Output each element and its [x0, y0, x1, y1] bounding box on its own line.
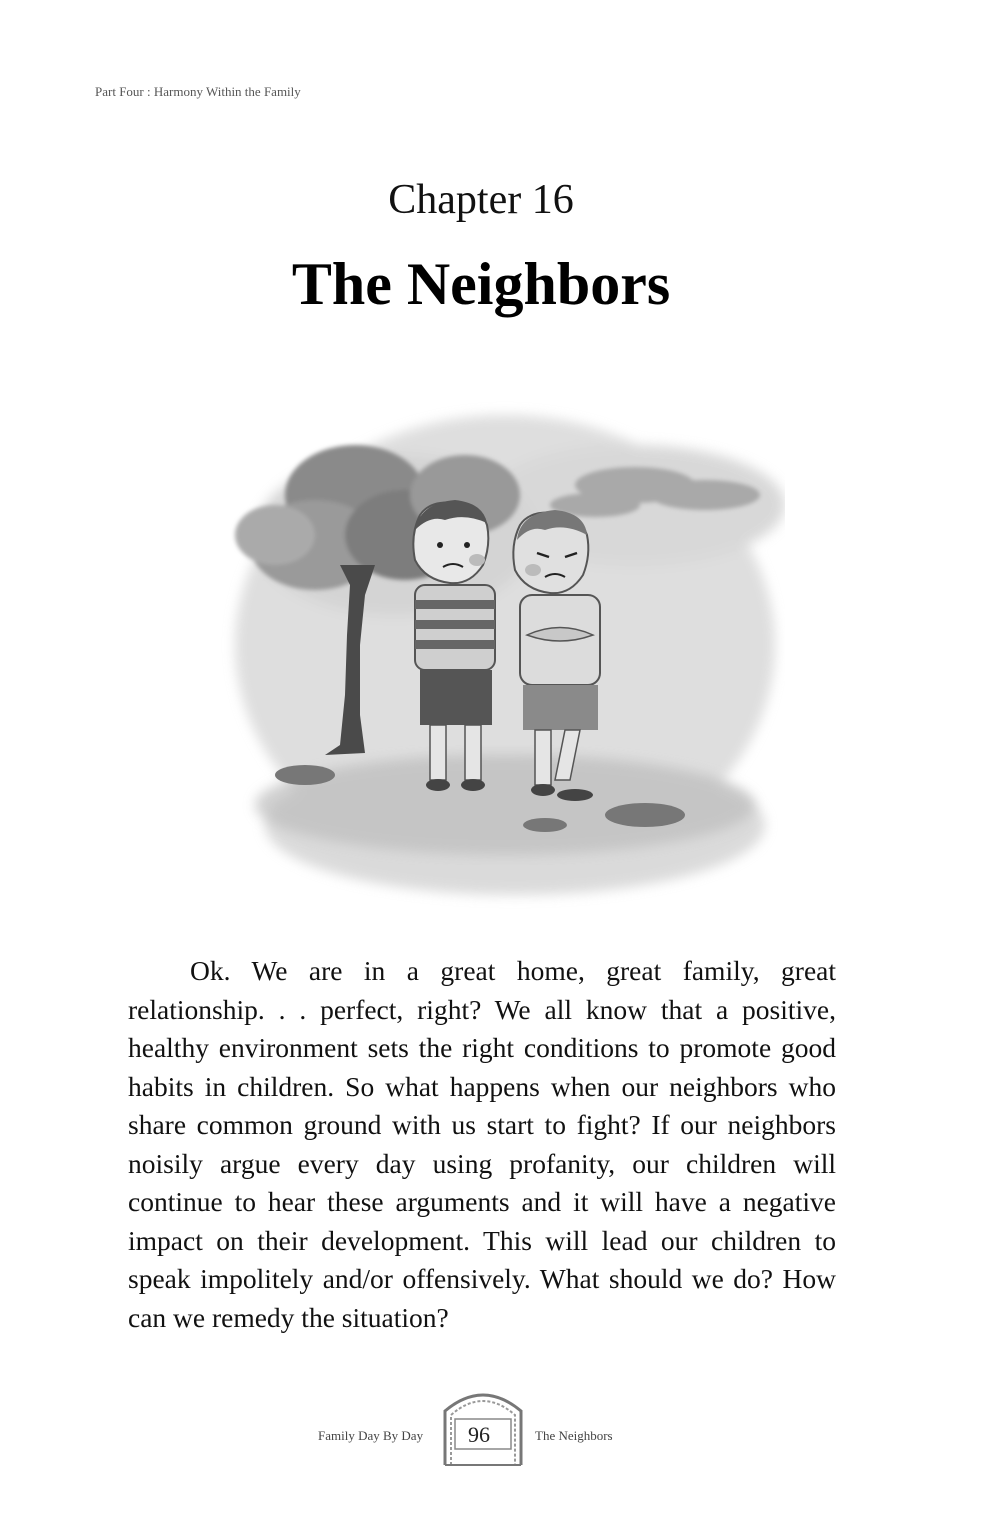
chapter-title: The Neighbors	[291, 251, 671, 317]
page-number: 96	[468, 1422, 490, 1447]
two-boys-sulking-under-tree-illustration	[215, 385, 785, 925]
footer-book-title: Family Day By Day	[318, 1428, 424, 1443]
running-head: Part Four : Harmony Within the Family	[95, 84, 301, 99]
body-paragraph: Ok. We are in a great home, great family, great relationship. . . perfect, right? We all know that a positive, healthy environment sets the right conditions to promote good habits in children. So what happens when our neighbors who share common ground with us start to fight? If our neighbors noisily argue every day using profanity, our children will continue to hear these arguments and it will have a negative impact on their development. This will lead our children to speak impolitely and/or offensively. What should we do? How can we remedy the situation?	[128, 955, 836, 1333]
chapter-number: Chapter 16	[388, 177, 574, 223]
footer-chapter-title: The Neighbors	[535, 1428, 613, 1443]
